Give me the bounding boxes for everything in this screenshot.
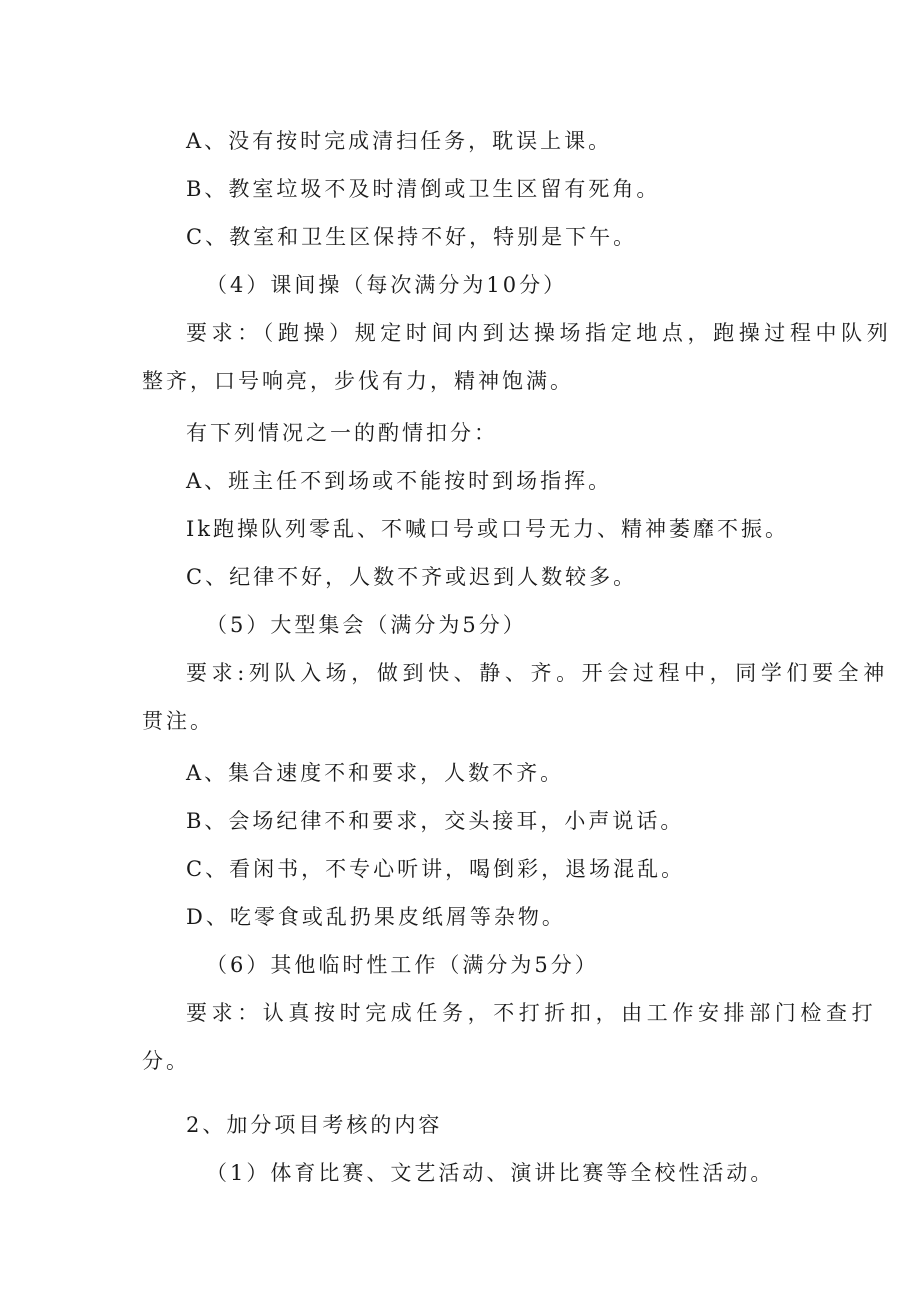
item-a-teacher-absent: A、班主任不到场或不能按时到场指挥。 — [186, 469, 613, 493]
item-c-not-listening: C、看闲书，不专心听讲，喝倒彩，退场混乱。 — [186, 857, 686, 881]
item-a-cleaning-not-on-time: A、没有按时完成清扫任务，耽误上课。 — [186, 129, 613, 153]
temporary-work-requirement-line-1: 要求：认真按时完成任务，不打折扣，由工作安排部门检查打 — [186, 1001, 878, 1025]
section-heading-bonus-points: 2、加分项目考核的内容 — [186, 1113, 443, 1137]
item-b-formation-disorder: Ik跑操队列零乱、不喊口号或口号无力、精神萎靡不振。 — [186, 517, 790, 541]
item-b-garbage-not-cleared: B、教室垃圾不及时清倒或卫生区留有死角。 — [186, 177, 661, 201]
section-heading-assembly: （5）大型集会（满分为5分） — [206, 613, 527, 637]
item-b-venue-discipline: B、会场纪律不和要求，交头接耳，小声说话。 — [186, 809, 685, 833]
assembly-requirement-line-2: 贯注。 — [142, 709, 214, 733]
section-heading-temporary-work: （6）其他临时性工作（满分为5分） — [206, 953, 599, 977]
exercise-requirement-line-1: 要求：（跑操）规定时间内到达操场指定地点，跑操过程中队列 — [186, 321, 893, 345]
item-a-gathering-speed: A、集合速度不和要求，人数不齐。 — [186, 761, 565, 785]
assembly-requirement-line-1: 要求:列队入场，做到快、静、齐。开会过程中，同学们要全神 — [186, 661, 889, 685]
item-c-discipline-attendance: C、纪律不好，人数不齐或迟到人数较多。 — [186, 565, 638, 589]
section-heading-exercise: （4）课间操（每次满分为10分） — [206, 273, 568, 297]
temporary-work-requirement-line-2: 分。 — [142, 1049, 190, 1073]
bonus-item-1-school-activities: （1）体育比赛、文艺活动、演讲比赛等全校性活动。 — [206, 1161, 775, 1185]
deduction-intro: 有下列情况之一的酌情扣分： — [186, 421, 498, 445]
item-c-poor-maintenance: C、教室和卫生区保持不好，特别是下午。 — [186, 225, 638, 249]
exercise-requirement-line-2: 整齐，口号响亮，步伐有力，精神饱满。 — [142, 369, 574, 393]
item-d-littering: D、吃零食或乱扔果皮纸屑等杂物。 — [186, 905, 566, 929]
